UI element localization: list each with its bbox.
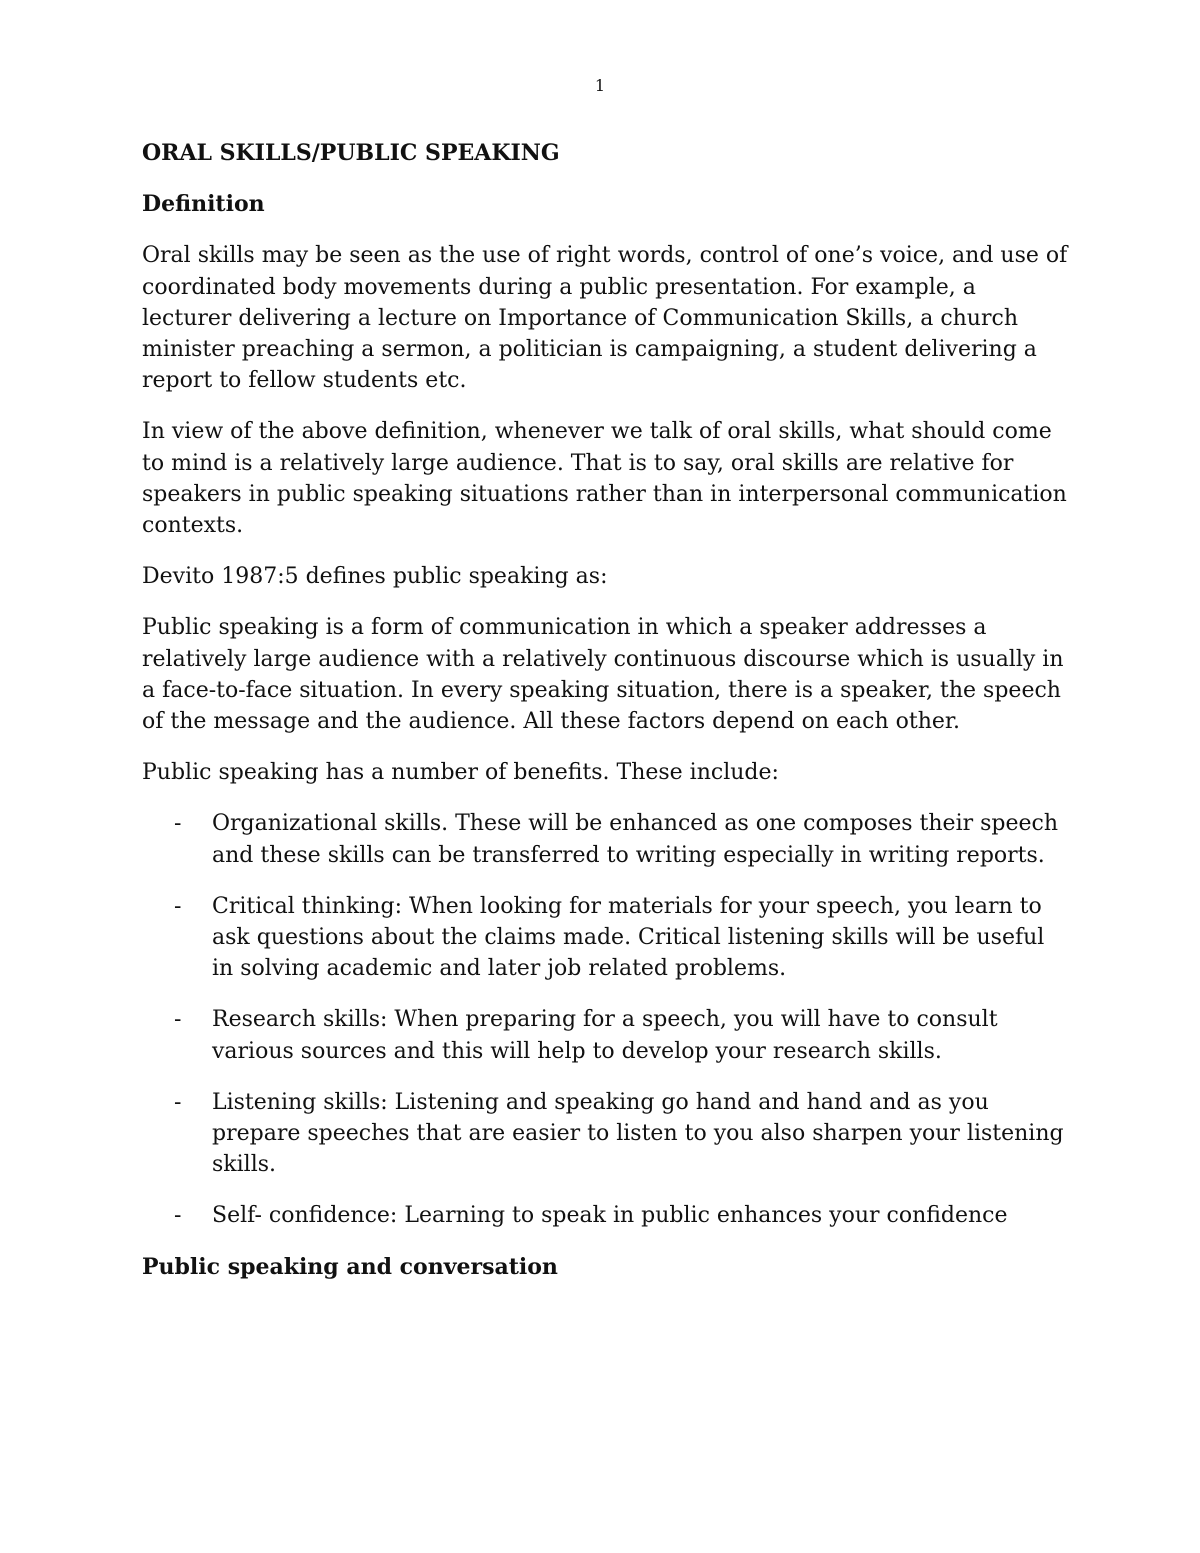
paragraph-audience: In view of the above definition, whenever we talk of oral skills, what should come to mind is a relatively large audience. That is to say, oral skills are relative for speakers in public speaking situations rather than in interpersonal communication contexts. (142, 419, 1067, 539)
definition-heading: Definition (142, 191, 265, 218)
paragraph-definition: Oral skills may be seen as the use of right words, control of one’s voice, and use of coordinated body movements during a public presentation. For example, a lecturer delivering a lecture on Importance of Communication Skills, a church minister preaching a sermon, a politician is campaigning, a student delivering a report to fellow students etc. (142, 243, 1068, 394)
list-item-text: Organizational skills. These will be enhanced as one composes their speech and these skills can be transferred to writing especially in writing reports. (212, 811, 1059, 868)
page-number: 1 (594, 76, 606, 95)
section-heading-conversation: Public speaking and conversation (142, 1253, 558, 1280)
list-item (142, 1087, 1072, 1181)
list-item-text: Critical thinking: When looking for materials for your speech, you learn to ask questions about the claims made. Critical listening skills will be useful in solving academic and later job related problems. (212, 893, 1045, 982)
paragraph-benefits-intro: Public speaking has a number of benefits. These include: (142, 760, 779, 786)
document-title: ORAL SKILLS/PUBLIC SPEAKING (142, 140, 560, 166)
list-item (142, 891, 1072, 985)
bullet-marker: - (174, 1203, 182, 1229)
list-item-text: Research skills: When preparing for a speech, you will have to consult various sources and this will help to develop your research skills. (212, 1007, 998, 1064)
benefits-list (142, 808, 1072, 1231)
list-item (142, 808, 1072, 870)
list-item-text: Listening skills: Listening and speaking go hand and hand and as you prepare speeches that are easier to listen to you also sharpen your listening skills. (212, 1089, 1064, 1178)
document-body (142, 138, 1072, 1303)
bullet-marker: - (174, 1089, 182, 1115)
list-item (142, 1004, 1072, 1066)
list-item-text: Self- confidence: Learning to speak in public enhances your confidence (212, 1203, 1008, 1229)
bullet-marker: - (174, 811, 182, 837)
bullet-marker: - (174, 893, 182, 919)
paragraph-devito-quote: Public speaking is a form of communication in which a speaker addresses a relatively large audience with a relatively continuous discourse which is usually in a face-to-face situation. In every speaking situation, there is a speaker, the speech of the message and the audience. All these factors depend on each other. (142, 615, 1064, 735)
list-item (142, 1200, 1072, 1231)
bullet-marker: - (174, 1007, 182, 1033)
paragraph-devito-intro: Devito 1987:5 defines public speaking as: (142, 564, 608, 590)
